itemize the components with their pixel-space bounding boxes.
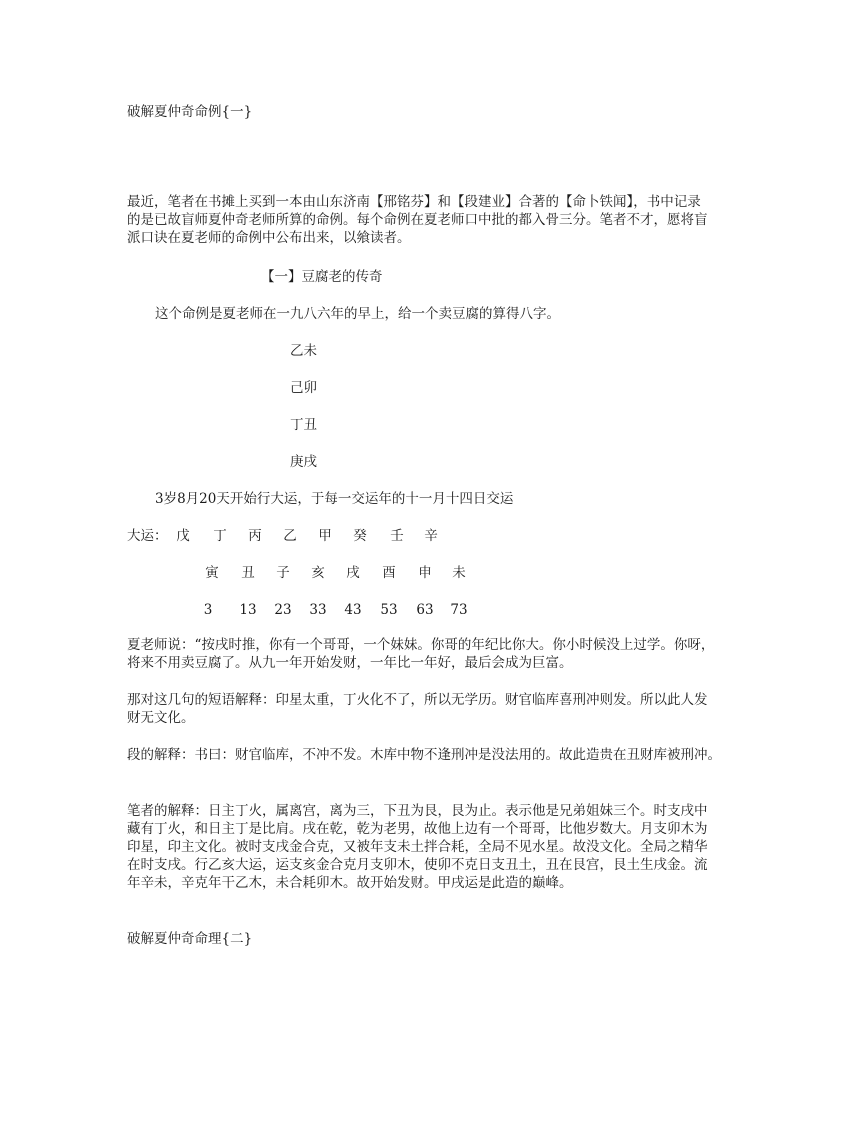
short-explain-line: 那对这几句的短语解释：印星太重，丁火化不了，所以无学历。财官临库喜刑冲则发。所以此人发 bbox=[127, 692, 708, 708]
dayun-stem: 甲 bbox=[318, 528, 332, 544]
section-heading: 【一】豆腐老的传奇 bbox=[261, 269, 383, 285]
dayun-branch: 亥 bbox=[311, 565, 325, 581]
dayun-stem: 戊 bbox=[176, 528, 190, 544]
dayun-stem: 癸 bbox=[353, 528, 367, 544]
xia-quote-line: 将来不用卖豆腐了。从九一年开始发财，一年比一年好，最后会成为巨富。 bbox=[127, 655, 573, 671]
dayun-label: 大运： bbox=[127, 528, 168, 544]
title-case-2: 破解夏仲奇命理{二} bbox=[127, 931, 253, 947]
intro-paragraph bbox=[127, 193, 752, 247]
author-explain-line: 在时支戌。行乙亥大运，运支亥金合克月支卯木，使卯不克日支丑土，丑在艮宫，艮土生戌金。流 bbox=[127, 857, 708, 873]
dayun-stem: 乙 bbox=[283, 528, 297, 544]
author-explain-paragraph bbox=[127, 802, 752, 892]
short-explain-paragraph bbox=[127, 691, 752, 727]
intro-line: 的是已故盲师夏仲奇老师所算的命例。每个命例在夏老师口中批的都入骨三分。笔者不才，愿将盲 bbox=[127, 212, 708, 228]
bazi-day-pillar: 丁丑 bbox=[290, 417, 317, 433]
short-explain-line: 财无文化。 bbox=[127, 710, 195, 726]
dayun-stem: 辛 bbox=[424, 528, 438, 544]
case-intro: 这个命例是夏老师在一九八六年的早上，给一个卖豆腐的算得八字。 bbox=[155, 306, 560, 322]
dayun-age: 23 bbox=[274, 602, 292, 618]
bazi-month-pillar: 己卯 bbox=[290, 380, 317, 396]
dayun-age: 33 bbox=[309, 602, 327, 618]
dayun-stem: 丙 bbox=[248, 528, 262, 544]
dayun-age: 73 bbox=[450, 602, 468, 618]
intro-line: 派口诀在夏老师的命例中公布出来，以飨读者。 bbox=[127, 230, 411, 246]
intro-line: 最近，笔者在书摊上买到一本由山东济南【邢铭芬】和【段建业】合著的【命卜铁闻】，书中记录 bbox=[127, 194, 701, 210]
dayun-branch: 酉 bbox=[382, 565, 396, 581]
dayun-age: 53 bbox=[380, 602, 398, 618]
dayun-branch: 戌 bbox=[346, 565, 360, 581]
author-explain-line: 藏有丁火，和日主丁是比肩。戌在乾，乾为老男，故他上边有一个哥哥，比他岁数大。月支卯木为 bbox=[127, 821, 708, 837]
dayun-stem: 丁 bbox=[213, 528, 227, 544]
dayun-branch: 丑 bbox=[241, 565, 255, 581]
dayun-branch: 未 bbox=[452, 565, 466, 581]
xia-quote-line: 夏老师说：“按戌时推，你有一个哥哥，一个妹妹。你哥的年纪比你大。你小时候没上过学。你呀， bbox=[127, 637, 715, 653]
dayun-branch: 申 bbox=[418, 565, 432, 581]
dayun-age: 3 bbox=[203, 602, 213, 618]
author-explain-line: 年辛未，辛克年干乙木，未合耗卯木。故开始发财。甲戌运是此造的巅峰。 bbox=[127, 875, 573, 891]
dayun-note: 3岁8月20天开始行大运，于每一交运年的十一月十四日交运 bbox=[155, 491, 514, 507]
dayun-age: 63 bbox=[416, 602, 434, 618]
dayun-age: 13 bbox=[239, 602, 257, 618]
author-explain-line: 印星，印主文化。被时支戌金合克，又被年支未土拌合耗，全局不见水星。故没文化。全局之精华 bbox=[127, 839, 708, 855]
dayun-branch: 寅 bbox=[205, 565, 219, 581]
dayun-stem: 壬 bbox=[390, 528, 404, 544]
xia-quote-paragraph bbox=[127, 636, 752, 672]
bazi-year-pillar: 乙未 bbox=[290, 343, 317, 359]
bazi-hour-pillar: 庚戌 bbox=[290, 454, 317, 470]
dayun-age: 43 bbox=[344, 602, 362, 618]
author-explain-line: 笔者的解释：日主丁火，属离宫，离为三，下丑为艮，艮为止。表示他是兄弟姐妹三个。时支戌中 bbox=[127, 803, 708, 819]
dayun-branch: 子 bbox=[276, 565, 290, 581]
duan-explain: 段的解释：书曰：财官临库，不冲不发。木库中物不逢刑冲是没法用的。故此造贵在丑财库被刑冲。 bbox=[127, 747, 721, 763]
title-case-1: 破解夏仲奇命例{一} bbox=[127, 104, 253, 120]
